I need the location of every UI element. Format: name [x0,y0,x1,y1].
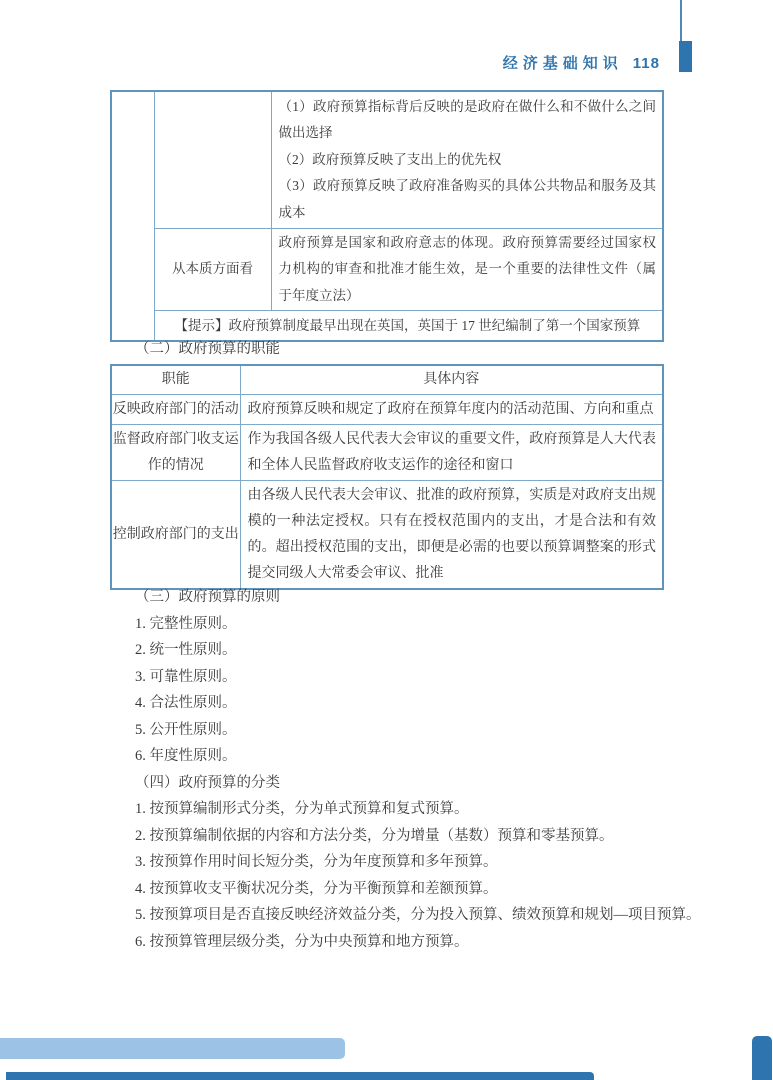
principle-item: 4. 合法性原则。 [135,695,237,711]
page-header [503,52,660,73]
classification-item: 5. 按预算项目是否直接反映经济效益分类，分为投入预算、绩效预算和规划—项目预算。 [135,907,701,923]
section-heading-functions: （二）政府预算的职能 [135,341,280,357]
table-row [111,229,663,311]
aspect-content-cell: 政府预算是国家和政府意志的体现。政府预算需要经过国家权力机构的审查和批准才能生效，是一个重要的法律性文件（属于年度立法） [271,229,663,311]
top-right-line-decoration [680,0,682,41]
budget-point: （2）政府预算反映了支出上的优先权 [278,151,502,167]
aspect-label-cell: 从本质方面看 [154,229,271,311]
function-cell: 反映政府部门的活动 [111,395,240,425]
classification-item: 2. 按预算编制依据的内容和方法分类，分为增量（基数）预算和零基预算。 [135,827,614,844]
table-header-row [111,365,663,395]
bottom-dark-blue-bar-decoration [6,1072,594,1080]
empty-aspect-cell [154,91,271,229]
principle-item: 1. 完整性原则。 [135,615,237,632]
classification-item: 1. 按预算编制形式分类，分为单式预算和复式预算。 [135,801,469,817]
content-cell: 政府预算反映和规定了政府在预算年度内的活动范围、方向和重点 [240,395,663,425]
table-row [111,481,663,590]
principle-item: 2. 统一性原则。 [135,642,237,658]
budget-nature-table [110,90,664,342]
function-cell: 监督政府部门收支运作的情况 [111,425,240,481]
body-text [135,584,715,955]
budget-point: （3）政府预算反映了政府准备购买的具体公共物品和服务及其成本 [278,178,656,220]
principle-item: 6. 年度性原则。 [135,748,237,764]
classification-item: 4. 按预算收支平衡状况分类，分为平衡预算和差额预算。 [135,880,498,897]
function-cell: 控制政府部门的支出 [111,481,240,590]
book-title: 经济基础知识 [502,55,623,72]
principle-item: 3. 可靠性原则。 [135,668,237,685]
empty-margin-cell [111,91,154,341]
content-cell: 作为我国各级人民代表大会审议的重要文件，政府预算是人大代表和全体人民监督政府收支运作的途径和窗口 [240,425,663,481]
section-heading-principles: （三）政府预算的原则 [135,589,280,605]
principle-item: 5. 公开性原则。 [135,721,237,738]
table-row [111,91,663,229]
classification-item: 3. 按预算作用时间长短分类，分为年度预算和多年预算。 [135,854,498,870]
bottom-light-blue-bar-decoration [0,1038,345,1059]
bottom-right-bar-decoration [752,1036,772,1080]
content-cell: 由各级人民代表大会审议、批准的政府预算，实质是对政府支出规模的一种法定授权。只有在授权范围内的支出，才是合法和有效的。超出授权范围的支出，即便是必需的也要以预算调整案的形式提交同级人大常委会审议、批准 [240,481,663,590]
table-row [111,395,663,425]
section-heading-classification: （四）政府预算的分类 [135,774,280,791]
top-right-bar-decoration [679,41,692,72]
page-number: 118 [632,55,660,72]
budget-point: （1）政府预算指标背后反映的是政府在做什么和不做什么之间做出选择 [278,99,656,141]
column-header-content: 具体内容 [240,365,663,395]
column-header-function: 职能 [111,365,240,395]
tip-cell: 【提示】政府预算制度最早出现在英国，英国于 17 世纪编制了第一个国家预算 [154,311,663,342]
classification-item: 6. 按预算管理层级分类，分为中央预算和地方预算。 [135,933,469,950]
budget-points-cell [271,91,663,229]
budget-functions-table [110,364,664,590]
table-row [111,425,663,481]
